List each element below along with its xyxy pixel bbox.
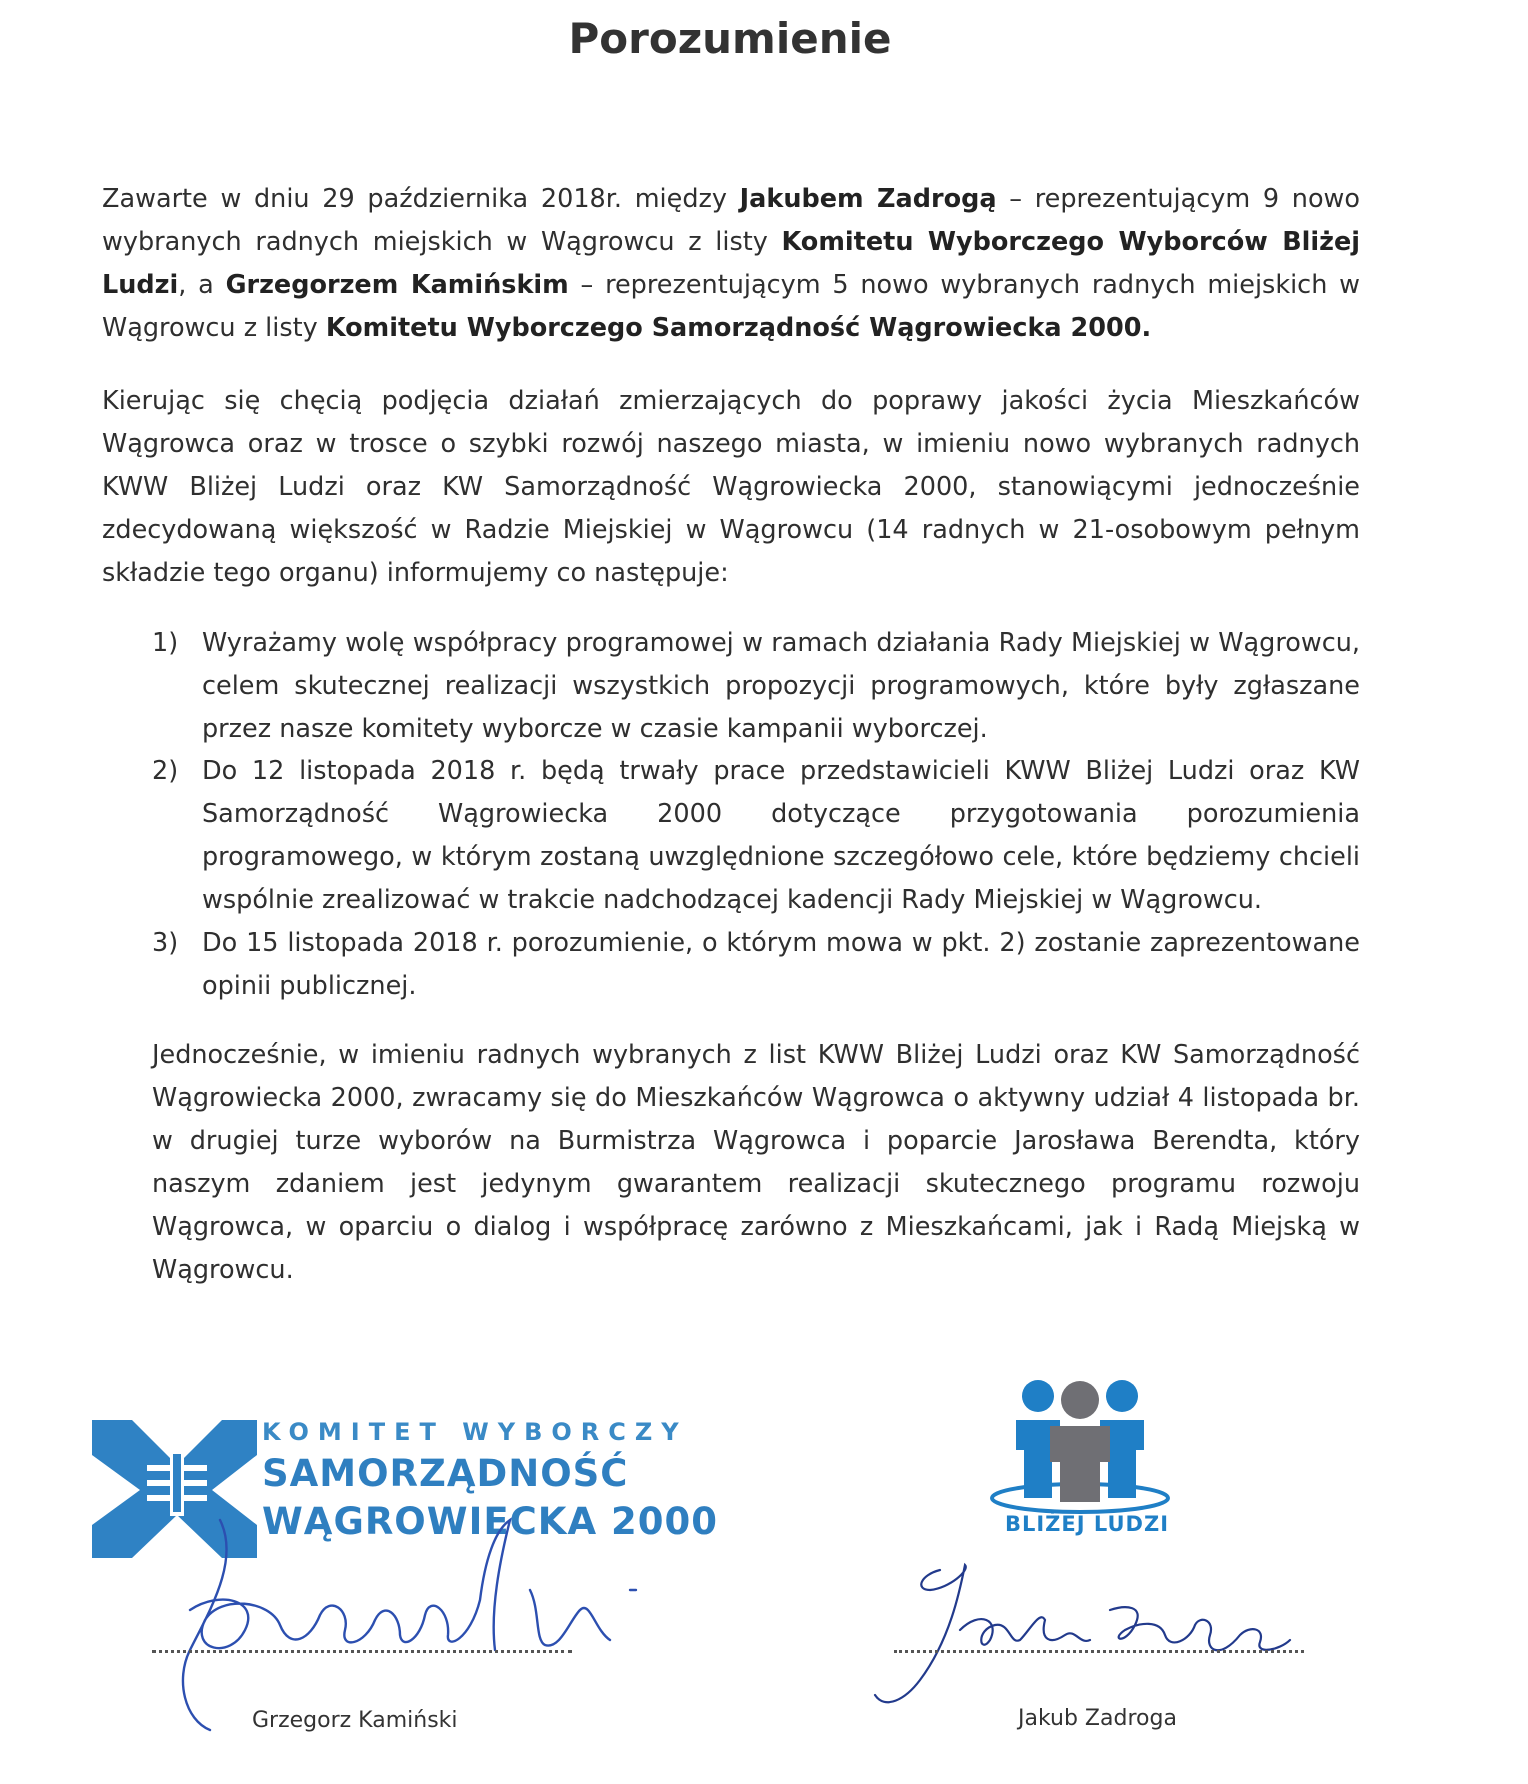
signature-line-left bbox=[152, 1650, 572, 1653]
list-item-text: Wyrażamy wolę współpracy programowej w ramach działania Rady Miejskiej w Wągrowcu, celem skutecznej realizacji wszystkich propozycji programowych, które były zgłaszane przez nasze komitety wyborcze w czasie kampanii wyborczej. bbox=[202, 628, 1360, 744]
signatory-name-right: Jakub Zadroga bbox=[1018, 1706, 1177, 1731]
context-paragraph: Kierując się chęcią podjęcia działań zmierzających do poprawy jakości życia Mieszkańców Wągrowca oraz w trosce o szybki rozwój naszego miasta, w imieniu nowo wybranych radnych KWW Bliżej Ludzi oraz KW Samorządność Wągrowiecka 2000, stanowiącymi jednocześnie zdecydowaną większość w Radzie Miejskiej w Wągrowcu (14 radnych w 21-osobowym pełnym składzie tego organu) informujemy co następuje: bbox=[102, 386, 1360, 588]
intro-text-1: Zawarte w dniu 29 października 2018r. między bbox=[102, 184, 740, 214]
blizej-ludzi-logo bbox=[980, 1370, 1180, 1540]
signature-right bbox=[860, 1550, 1320, 1720]
list-item-number: 1) bbox=[152, 628, 179, 658]
list-item-text: Do 12 listopada 2018 r. będą trwały prace przedstawicieli KWW Bliżej Ludzi oraz KW Samorządność Wągrowiecka 2000 dotyczące przygotowania porozumienia programowego, w którym zostaną uwzględnione szczegółowo cele, które będziemy chcieli wspólnie zrealizować w trakcie nadchodzącej kadencji Rady Miejskiej w Wągrowcu. bbox=[202, 756, 1360, 915]
list-item-number: 2) bbox=[152, 756, 179, 786]
list-item-number: 3) bbox=[152, 928, 179, 958]
list-item-text: Do 15 listopada 2018 r. porozumienie, o którym mowa w pkt. 2) zostanie zaprezentowane opinii publicznej. bbox=[202, 928, 1360, 1001]
closing-paragraph: Jednocześnie, w imieniu radnych wybranych z list KWW Bliżej Ludzi oraz KW Samorządność Wągrowiecka 2000, zwracamy się do Mieszkańców Wągrowca o aktywny udział 4 listopada br. w drugiej turze wyborów na Burmistrza Wągrowca i poparcie Jarosława Berendta, który naszym zdaniem jest jedynym gwarantem realizacji skutecznego programu rozwoju Wągrowca, w oparciu o dialog i współpracę zarówno z Mieszkańcami, jak i Radą Miejską w Wągrowcu. bbox=[152, 1040, 1360, 1285]
signature-line-right bbox=[894, 1650, 1304, 1653]
intro-bold-2: Komitetu Wyborczego Wyborców Bliżej Ludzi bbox=[102, 227, 1361, 300]
intro-bold-1: Jakubem Zadrogą bbox=[739, 184, 997, 214]
logo-left-line1: KOMITET WYBORCZY bbox=[262, 1418, 688, 1446]
logo-right-text: BLIŻEJ LUDZI bbox=[1004, 1512, 1170, 1536]
logo-left-line2: SAMORZĄDNOŚĆ bbox=[262, 1452, 629, 1495]
people-group-icon bbox=[980, 1370, 1180, 1515]
intro-text-4: – reprezentującym 5 nowo wybranych radnych miejskich w Wągrowcu z listy bbox=[102, 270, 1360, 343]
intro-text-3: , a bbox=[178, 270, 226, 300]
intro-bold-4: Komitetu Wyborczego Samorządność Wągrowiecka 2000. bbox=[325, 313, 1152, 343]
intro-text-2: – reprezentującym 9 nowo wybranych radnych miejskich w Wągrowcu z listy bbox=[102, 184, 1361, 257]
intro-paragraph bbox=[102, 178, 1360, 350]
intro-bold-3: Grzegorzem Kamińskim bbox=[225, 270, 569, 300]
logo-left-line3: WĄGROWIECKA 2000 bbox=[262, 1500, 718, 1543]
signature-left bbox=[150, 1500, 670, 1740]
document-title: Porozumienie bbox=[568, 14, 892, 63]
signatory-name-left: Grzegorz Kamiński bbox=[252, 1708, 458, 1733]
